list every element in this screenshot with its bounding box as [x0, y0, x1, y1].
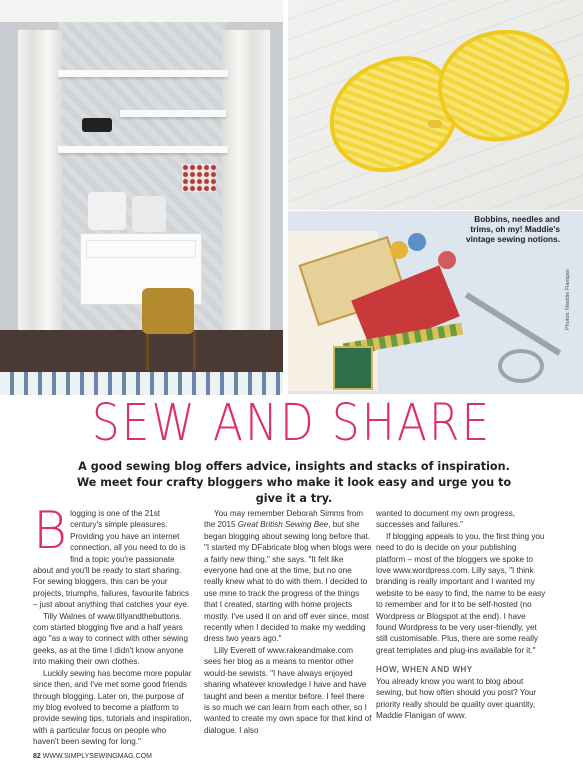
article-paragraph: You may remember Deborah Simms from the 2015 Great British Sewing Bee, but she began blogging about sewing long before that. "I started my DFabricate blog when blogs were a fairly new thing," she says. "It felt like everyone had one at the time, but no one really knew what to do with them. I decided to use mine to track the progress of the things that I created, starting with home projects mostly. I've used it on and off ever since, most recently when I decided to make my wedding dress two years ago." [204, 509, 372, 644]
article-paragraph: Blogging is one of the 21st century's simple pleasures. Providing you have an internet connection, all you need to do is find a topic you're passionate about and you'll be ready to start sharing. For sewing bloggers, this can be your projects, triumphs, failures, favourite fabrics – just about anything that catches your eye. [33, 501, 190, 610]
article-headline: SEW AND SHARE [91, 394, 492, 453]
article-paragraph: Luckily sewing has become more popular since then, and I've met some good friends through blogging. Later on, the purpose of my blog evolved to become a platform to provide sewing tips, tutorials and inspiration, with a particular focus on people who haven't been sewing for long." [33, 668, 192, 747]
article-paragraph: Tilly Walnes of www.tillyandthebuttons. com started blogging five and a half years ago "as a way to connect with other sewing geeks, as at the time I didn't know anyone into making their own clothes. [33, 611, 188, 667]
caption-line: Bobbins, needles and [474, 214, 560, 224]
page-number: 82 [33, 753, 41, 760]
article-paragraph: If blogging appeals to you, the first thing you need to do is decide on your publishing platform – most of the bloggers we spoke to love www.wordpress.com. Lilly says, "I think branding is really important and I wanted my website to be easy to find, the name to be easy to remember and for it to be self-hosted (no Wordpress or Blogspot at the end). I have found Wordpress to be very user-friendly, yet still customisable. Plus, there are some really great templates and plug-ins available for it." [376, 531, 546, 655]
sewing-nook-photo [0, 0, 283, 395]
page-folio [33, 753, 152, 760]
article-paragraph: Lilly Everett of www.rakeandmake.com sees her blog as a means to mentor other would-be sewists. "I have always enjoyed sharing whatever knowledge I have and have taught and been a mentor before. I feel there is so much we can learn from each other, so I wanted to create my own space for that kind of dialogue. I also [204, 645, 372, 735]
article-paragraph: You already know you want to blog about sewing, but how often should you post? Your priority really should be quality over quantity, Maddie Flanigan of www. [376, 676, 537, 720]
article-standfirst: A good sewing blog offers advice, insights and stacks of inspiration. We meet four crafty bloggers who make it look easy and urge you to give it a try. [76, 460, 512, 505]
article-column-3 [376, 508, 546, 721]
article-subhead: HOW, WHEN AND WHY [376, 665, 473, 675]
article-column-2 [204, 508, 372, 736]
drop-cap: B [33, 501, 68, 561]
photo-credit: Photos: Maddie Flanigan [565, 269, 571, 330]
caption-line: trims, oh my! Maddie's [470, 224, 560, 234]
article-column-1 [33, 501, 193, 748]
article-paragraph: wanted to document my own progress, successes and failures." [376, 509, 516, 530]
website-url: WWW.SIMPLYSEWINGMAG.COM [42, 753, 152, 760]
yellow-bra-photo [288, 0, 583, 210]
photo-caption [412, 214, 560, 244]
caption-line: vintage sewing notions. [465, 234, 560, 244]
